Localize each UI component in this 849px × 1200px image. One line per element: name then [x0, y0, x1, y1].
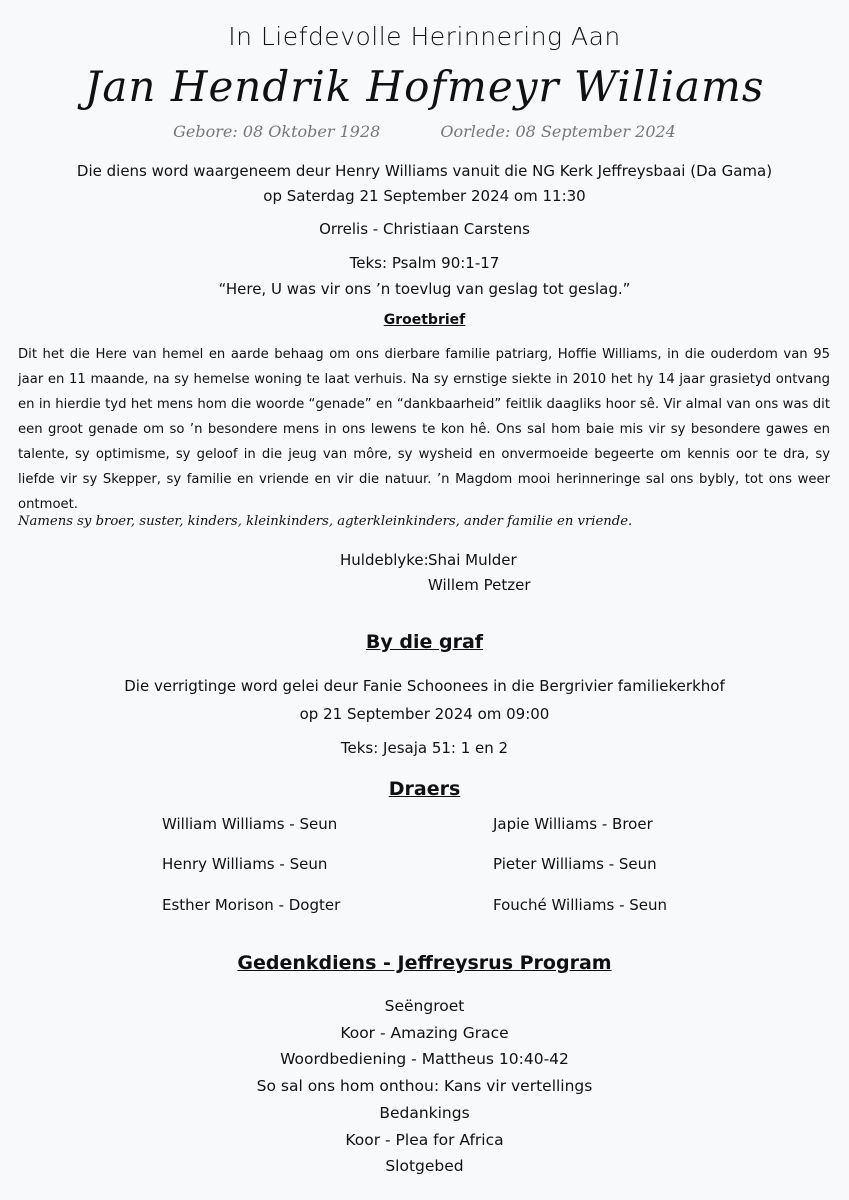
organist-line: Orrelis - Christiaan Carstens [319, 220, 530, 238]
death-date: Oorlede: 08 September 2024 [440, 122, 676, 141]
greeting-signoff: Namens sy broer, suster, kinders, kleinkinders, agterkleinkinders, ander familie en vriende. [18, 514, 633, 529]
life-dates [0, 122, 849, 141]
program-item-2: Koor - Amazing Grace [340, 1024, 509, 1042]
tribute-2: Willem Petzer [428, 576, 531, 594]
bearer-right-3: Fouché Williams - Seun [493, 896, 668, 914]
service-quote: “Here, U was vir ons ’n toevlug van geslag tot geslag.” [218, 280, 631, 298]
grave-text: Teks: Jesaja 51: 1 en 2 [340, 739, 509, 757]
service-text: Teks: Psalm 90:1-17 [349, 254, 500, 272]
program-item-7: Slotgebed [385, 1157, 464, 1175]
service-line-2: op Saterdag 21 September 2024 om 11:30 [263, 187, 586, 205]
program-title: Gedenkdiens - Jeffreysrus Program [237, 952, 612, 974]
bearers-title: Draers [388, 778, 461, 800]
bearer-right-2: Pieter Williams - Seun [493, 855, 657, 873]
intro-heading: In Liefdevolle Herinnering Aan [228, 22, 621, 51]
tribute-1: Shai Mulder [428, 551, 517, 569]
program-item-3: Woordbediening - Mattheus 10:40-42 [280, 1050, 569, 1068]
greeting-title: Groetbrief [383, 312, 466, 328]
bearer-left-3: Esther Morison - Dogter [162, 896, 341, 914]
bearer-left-1: William Williams - Seun [162, 815, 338, 833]
grave-line-1: Die verrigtinge word gelei deur Fanie Schoonees in die Bergrivier familiekerkhof [124, 677, 725, 695]
tributes-label: Huldeblyke: [340, 551, 429, 569]
bearer-left-2: Henry Williams - Seun [162, 855, 328, 873]
program-item-4: So sal ons hom onthou: Kans vir vertellings [256, 1077, 593, 1095]
deceased-name: Jan Hendrik Hofmeyr Williams [84, 62, 765, 111]
grave-line-2: op 21 September 2024 om 09:00 [299, 705, 550, 723]
program-item-1: Seëngroet [384, 997, 465, 1015]
greeting-body: Dit het die Here van hemel en aarde behaag om ons dierbare familie patriarg, Hoffie Williams, in die ouderdom van 95 jaar en 11 maande, na sy hemelse woning te laat verhuis. Na sy ernstige siekte in 2010 het hy 14 jaar grasietyd ontvang en in hierdie tyd het mens hom die woorde “genade” en “dankbaarheid” feitlik daagliks hoor sê. Vir almal van ons was dit een groot genade om so ’n besondere mens in ons lewens te kon hê. Ons sal hom baie mis vir sy besondere gawes en talente, sy optimisme, sy geloof in die jeug van môre, sy wysheid en onvermoeide begeerte om kennis oor te dra, sy liefde vir sy Skepper, sy familie en vriende en vir die natuur. ’n Magdom mooi herinneringe sal ons bybly, tot ons weer ontmoet. [18, 347, 830, 512]
birth-date: Gebore: 08 Oktober 1928 [173, 122, 381, 141]
service-line-1: Die diens word waargeneem deur Henry Williams vanuit die NG Kerk Jeffreysbaai (Da Gama) [76, 162, 773, 180]
program-item-6: Koor - Plea for Africa [345, 1131, 504, 1149]
bearer-right-1: Japie Williams - Broer [493, 815, 653, 833]
program-item-5: Bedankings [379, 1104, 470, 1122]
grave-title: By die graf [365, 631, 484, 653]
